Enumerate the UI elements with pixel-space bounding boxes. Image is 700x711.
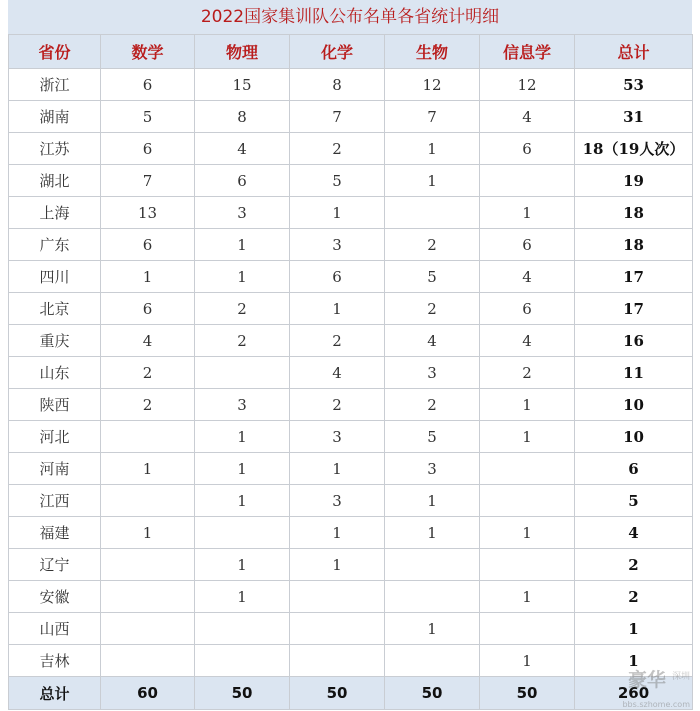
- cell-physics: 2: [195, 293, 290, 325]
- footer-informatics: 50: [480, 677, 575, 710]
- watermark: [606, 665, 690, 709]
- table-row: [9, 293, 693, 325]
- cell-chemistry: 2: [290, 133, 385, 165]
- table-row: [9, 485, 693, 517]
- cell-informatics: 6: [480, 229, 575, 261]
- cell-physics: 1: [195, 261, 290, 293]
- cell-biology: 2: [385, 293, 480, 325]
- footer-physics: 50: [195, 677, 290, 710]
- cell-total: 31: [575, 101, 693, 133]
- cell-biology: 1: [385, 517, 480, 549]
- cell-informatics: 1: [480, 421, 575, 453]
- cell-province: 山西: [9, 613, 101, 645]
- footer-label: 总计: [9, 677, 101, 710]
- cell-total: 5: [575, 485, 693, 517]
- table-row: [9, 197, 693, 229]
- cell-province: 北京: [9, 293, 101, 325]
- cell-biology: 3: [385, 453, 480, 485]
- cell-biology: [385, 197, 480, 229]
- cell-biology: 4: [385, 325, 480, 357]
- cell-informatics: [480, 485, 575, 517]
- cell-math: 5: [101, 101, 195, 133]
- watermark-logo-text: 豪华: [627, 669, 666, 691]
- cell-chemistry: 8: [290, 69, 385, 101]
- table-row: [9, 69, 693, 101]
- cell-chemistry: 7: [290, 101, 385, 133]
- cell-chemistry: 3: [290, 229, 385, 261]
- cell-biology: 1: [385, 485, 480, 517]
- table-row: [9, 101, 693, 133]
- cell-total: 1: [575, 645, 693, 677]
- cell-total: 10: [575, 421, 693, 453]
- cell-province: 福建: [9, 517, 101, 549]
- cell-math: 6: [101, 133, 195, 165]
- cell-math: 1: [101, 453, 195, 485]
- cell-informatics: 1: [480, 581, 575, 613]
- cell-math: 7: [101, 165, 195, 197]
- cell-physics: 3: [195, 197, 290, 229]
- header-math: 数学: [101, 35, 195, 69]
- cell-informatics: 1: [480, 197, 575, 229]
- cell-informatics: [480, 613, 575, 645]
- cell-biology: 2: [385, 229, 480, 261]
- cell-informatics: 6: [480, 293, 575, 325]
- cell-physics: [195, 517, 290, 549]
- cell-total: 53: [575, 69, 693, 101]
- cell-province: 河北: [9, 421, 101, 453]
- cell-total: 18: [575, 197, 693, 229]
- cell-province: 安徽: [9, 581, 101, 613]
- cell-chemistry: 1: [290, 293, 385, 325]
- cell-biology: 3: [385, 357, 480, 389]
- watermark-city: 深圳: [671, 672, 690, 682]
- cell-total: 4: [575, 517, 693, 549]
- cell-total: 1: [575, 613, 693, 645]
- cell-physics: 1: [195, 549, 290, 581]
- cell-math: [101, 613, 195, 645]
- cell-physics: 1: [195, 421, 290, 453]
- table-row: [9, 581, 693, 613]
- cell-chemistry: [290, 581, 385, 613]
- cell-total: 16: [575, 325, 693, 357]
- cell-physics: [195, 613, 290, 645]
- cell-physics: 2: [195, 325, 290, 357]
- cell-total: 10: [575, 389, 693, 421]
- table-row: [9, 165, 693, 197]
- cell-physics: 3: [195, 389, 290, 421]
- cell-province: 上海: [9, 197, 101, 229]
- cell-biology: 12: [385, 69, 480, 101]
- cell-total: 17: [575, 293, 693, 325]
- cell-math: 1: [101, 261, 195, 293]
- footer-biology: 50: [385, 677, 480, 710]
- header-chemistry: 化学: [290, 35, 385, 69]
- cell-math: [101, 485, 195, 517]
- cell-math: 6: [101, 69, 195, 101]
- cell-province: 江苏: [9, 133, 101, 165]
- cell-informatics: 1: [480, 389, 575, 421]
- cell-total: 19: [575, 165, 693, 197]
- header-province: 省份: [9, 35, 101, 69]
- table-row: [9, 421, 693, 453]
- cell-province: 辽宁: [9, 549, 101, 581]
- header-physics: 物理: [195, 35, 290, 69]
- cell-physics: [195, 357, 290, 389]
- cell-total: 18（19人次）: [575, 133, 693, 165]
- cell-informatics: 12: [480, 69, 575, 101]
- cell-informatics: 4: [480, 101, 575, 133]
- cell-chemistry: 2: [290, 389, 385, 421]
- province-stats-table: [8, 34, 693, 710]
- table-row: [9, 549, 693, 581]
- cell-chemistry: 1: [290, 549, 385, 581]
- cell-math: [101, 549, 195, 581]
- cell-math: 4: [101, 325, 195, 357]
- cell-math: [101, 421, 195, 453]
- table-row: [9, 229, 693, 261]
- table-title: 2022国家集训队公布名单各省统计明细: [8, 0, 692, 34]
- cell-physics: 1: [195, 581, 290, 613]
- cell-math: 13: [101, 197, 195, 229]
- table-row: [9, 613, 693, 645]
- cell-informatics: 1: [480, 517, 575, 549]
- footer-total: 260: [575, 677, 693, 710]
- cell-biology: 1: [385, 133, 480, 165]
- cell-province: 湖北: [9, 165, 101, 197]
- cell-informatics: 2: [480, 357, 575, 389]
- cell-informatics: 4: [480, 325, 575, 357]
- footer-chemistry: 50: [290, 677, 385, 710]
- cell-informatics: [480, 165, 575, 197]
- cell-physics: 4: [195, 133, 290, 165]
- cell-biology: [385, 581, 480, 613]
- cell-biology: [385, 645, 480, 677]
- cell-math: 2: [101, 389, 195, 421]
- header-biology: 生物: [385, 35, 480, 69]
- cell-informatics: [480, 453, 575, 485]
- cell-province: 河南: [9, 453, 101, 485]
- cell-biology: 7: [385, 101, 480, 133]
- footer-math: 60: [101, 677, 195, 710]
- cell-physics: 1: [195, 453, 290, 485]
- table-row: [9, 645, 693, 677]
- cell-total: 17: [575, 261, 693, 293]
- cell-math: 2: [101, 357, 195, 389]
- cell-chemistry: 3: [290, 421, 385, 453]
- header-informatics: 信息学: [480, 35, 575, 69]
- cell-total: 6: [575, 453, 693, 485]
- cell-chemistry: 1: [290, 197, 385, 229]
- cell-math: [101, 581, 195, 613]
- header-row: [9, 35, 693, 69]
- cell-chemistry: 2: [290, 325, 385, 357]
- watermark-url: bbs.szhome.com: [622, 700, 690, 709]
- cell-chemistry: 3: [290, 485, 385, 517]
- cell-math: 6: [101, 229, 195, 261]
- cell-physics: 6: [195, 165, 290, 197]
- table-row: [9, 453, 693, 485]
- cell-total: 18: [575, 229, 693, 261]
- cell-biology: 5: [385, 261, 480, 293]
- cell-province: 浙江: [9, 69, 101, 101]
- cell-biology: 5: [385, 421, 480, 453]
- footer-row: [9, 677, 693, 710]
- cell-chemistry: 5: [290, 165, 385, 197]
- cell-biology: 1: [385, 165, 480, 197]
- cell-biology: [385, 549, 480, 581]
- cell-chemistry: [290, 613, 385, 645]
- table-row: [9, 357, 693, 389]
- cell-math: 6: [101, 293, 195, 325]
- cell-province: 湖南: [9, 101, 101, 133]
- cell-physics: 15: [195, 69, 290, 101]
- cell-physics: 1: [195, 229, 290, 261]
- cell-total: 11: [575, 357, 693, 389]
- cell-math: 1: [101, 517, 195, 549]
- header-total: 总计: [575, 35, 693, 69]
- cell-physics: 1: [195, 485, 290, 517]
- cell-math: [101, 645, 195, 677]
- cell-total: 2: [575, 581, 693, 613]
- cell-province: 陕西: [9, 389, 101, 421]
- cell-biology: 2: [385, 389, 480, 421]
- table-row: [9, 325, 693, 357]
- cell-chemistry: 1: [290, 517, 385, 549]
- table-row: [9, 389, 693, 421]
- cell-physics: [195, 645, 290, 677]
- table-row: [9, 261, 693, 293]
- cell-informatics: 6: [480, 133, 575, 165]
- cell-total: 2: [575, 549, 693, 581]
- table-row: [9, 517, 693, 549]
- cell-chemistry: 4: [290, 357, 385, 389]
- cell-informatics: 1: [480, 645, 575, 677]
- cell-informatics: [480, 549, 575, 581]
- cell-informatics: 4: [480, 261, 575, 293]
- cell-chemistry: [290, 645, 385, 677]
- cell-chemistry: 1: [290, 453, 385, 485]
- cell-province: 山东: [9, 357, 101, 389]
- cell-chemistry: 6: [290, 261, 385, 293]
- cell-province: 重庆: [9, 325, 101, 357]
- cell-province: 江西: [9, 485, 101, 517]
- cell-province: 广东: [9, 229, 101, 261]
- cell-province: 吉林: [9, 645, 101, 677]
- table-row: [9, 133, 693, 165]
- cell-biology: 1: [385, 613, 480, 645]
- cell-province: 四川: [9, 261, 101, 293]
- cell-physics: 8: [195, 101, 290, 133]
